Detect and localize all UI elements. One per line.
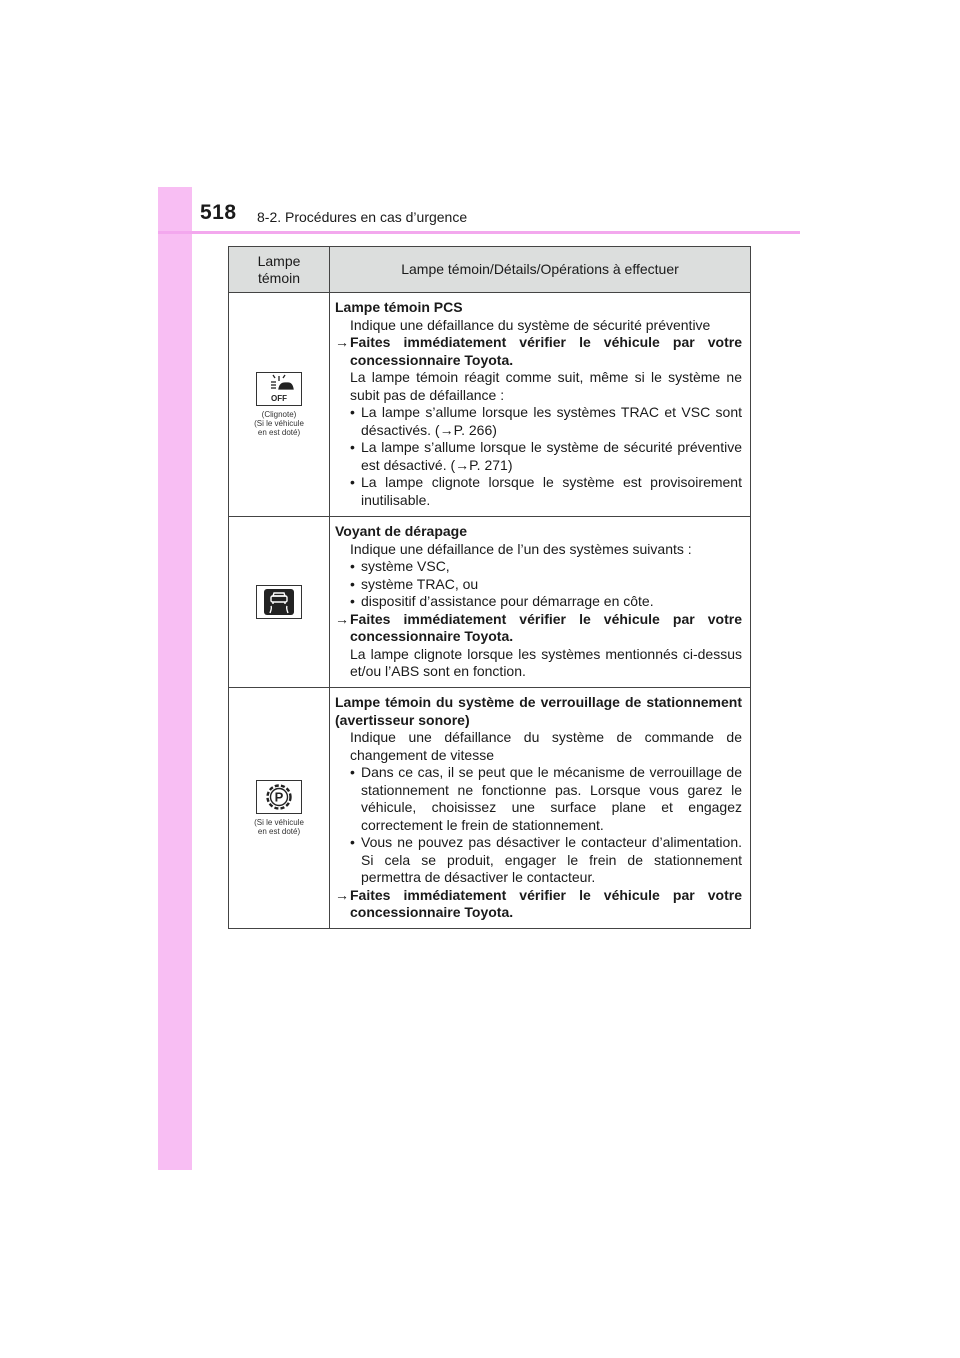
- icon-caption: (Si le véhicule en est doté): [254, 818, 304, 836]
- lamp-title: Voyant de dérapage: [335, 523, 468, 539]
- svg-text:OFF: OFF: [271, 394, 287, 403]
- table-row-slip: [229, 517, 751, 688]
- header-lamp: Lampe témoin: [229, 247, 330, 293]
- list-item: • La lampe s’allume lorsque le système de sécurité préventive est désactivé. (→P. 271): [335, 439, 742, 474]
- page-number: 518: [200, 201, 237, 224]
- list-item: • système VSC,: [335, 558, 742, 576]
- lamp-title: Lampe témoin PCS: [335, 299, 463, 315]
- warning-lamps-table: [228, 246, 751, 929]
- lamp-description: Indique une défaillance de l’un des systèmes suivants :: [350, 540, 692, 557]
- icon-cell: [229, 293, 330, 517]
- section-title: 8-2. Procédures en cas d’urgence: [257, 209, 468, 225]
- icon-cell: [229, 688, 330, 929]
- action-line: → Faites immédiatement vérifier le véhicule par votre concessionnaire Toyota.: [335, 334, 742, 368]
- details-cell: [330, 688, 751, 929]
- icon-cell: [229, 517, 330, 688]
- details-cell: [330, 517, 751, 688]
- action-line: → Faites immédiatement vérifier le véhicule par votre concessionnaire Toyota.: [335, 886, 742, 920]
- table-row-pcs: [229, 293, 751, 517]
- list-item: • système TRAC, ou: [335, 576, 742, 594]
- header-rule: [158, 231, 800, 234]
- side-tab-band: [158, 187, 192, 1170]
- lamp-title: Lampe témoin du système de verrouillage de stationnement (avertisseur sonore): [335, 694, 742, 728]
- list-item: • La lampe clignote lorsque le système est provisoirement inutilisable.: [335, 474, 742, 509]
- parking-lock-icon: [256, 780, 302, 814]
- icon-caption: (Clignote) (Si le véhicule en est doté): [254, 410, 304, 437]
- lamp-note: La lampe témoin réagit comme suit, même si le système ne subit pas de défaillance :: [350, 369, 742, 403]
- slip-indicator-icon: [256, 585, 302, 619]
- list-item: • dispositif d’assistance pour démarrage en côte.: [335, 593, 742, 611]
- svg-text:P: P: [274, 789, 284, 805]
- list-item: • La lampe s’allume lorsque les systèmes TRAC et VSC sont désactivés. (→P. 266): [335, 404, 742, 439]
- header-details: Lampe témoin/Détails/Opérations à effectuer: [330, 247, 751, 293]
- pcs-off-icon: [256, 372, 302, 406]
- table-row-parking-lock: [229, 688, 751, 929]
- lamp-note: La lampe clignote lorsque les systèmes mentionnés ci-dessus et/ou l’ABS sont en fonction.: [350, 645, 742, 679]
- details-cell: [330, 293, 751, 517]
- table-header-row: [229, 247, 751, 293]
- lamp-description: Indique une défaillance du système de sécurité préventive: [350, 316, 711, 333]
- list-item: • Vous ne pouvez pas désactiver le contacteur d’alimentation. Si cela se produit, engager le frein de stationnement permettra de désactiver le contacteur.: [335, 834, 742, 887]
- action-line: → Faites immédiatement vérifier le véhicule par votre concessionnaire Toyota.: [335, 610, 742, 644]
- lamp-description: Indique une défaillance du système de commande de changement de vitesse: [350, 729, 742, 763]
- list-item: • Dans ce cas, il se peut que le mécanisme de verrouillage de stationnement ne fonctionne pas. Lorsque vous garez le véhicule, choisissez une surface plane et engagez correctement le frein de stationnement.: [335, 764, 742, 834]
